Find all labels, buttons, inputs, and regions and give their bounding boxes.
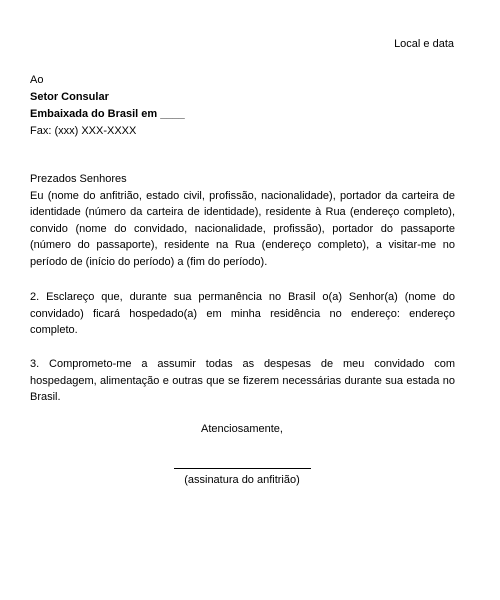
recipient-sector: Setor Consular — [30, 91, 109, 103]
signature-line — [174, 468, 311, 469]
salutation: Prezados Senhores — [30, 173, 127, 185]
place-date: Local e data — [394, 38, 454, 50]
recipient-block — [30, 72, 185, 140]
closing: Atenciosamente, — [201, 423, 283, 435]
recipient-fax: Fax: (xxx) XXX-XXXX — [30, 125, 137, 137]
recipient-embassy: Embaixada do Brasil em ____ — [30, 108, 185, 120]
signature-label: (assinatura do anfitrião) — [184, 474, 300, 486]
paragraph-1: Eu (nome do anfitrião, estado civil, profissão, nacionalidade), portador da carteira de identidade (número da carteira de identidade), residente à Rua (endereço completo), convido (nome do convidado, nacionalidade, profissão), portador do passaporte (número do passaporte), residente na Rua (endereço completo), a visitar-me no período de (início do período) a (fim do período). — [30, 189, 455, 268]
letter-body-intro — [30, 171, 455, 270]
recipient-to: Ao — [30, 74, 44, 86]
paragraph-2: 2. Esclareço que, durante sua permanência no Brasil o(a) Senhor(a) (nome do convidado) ficará hospedado(a) em minha residência no endereço: endereço completo. — [30, 291, 455, 336]
paragraph-3: 3. Comprometo-me a assumir todas as despesas de meu convidado com hospedagem, alimentação e outras que se fizerem necessárias durante sua estada no Brasil. — [30, 358, 455, 403]
